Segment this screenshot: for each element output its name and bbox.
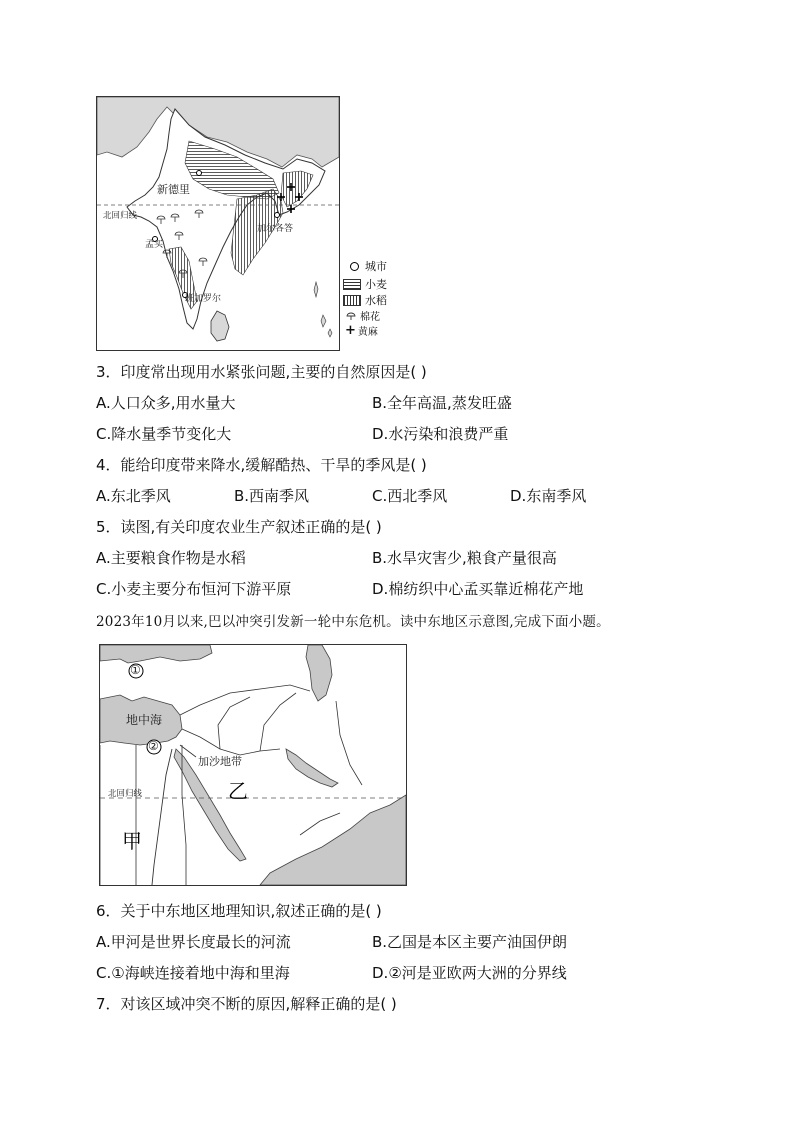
q3-option-a: A.人口众多,用水量大	[96, 394, 236, 412]
q5-stem: 5．读图,有关印度农业生产叙述正确的是( )	[96, 518, 382, 536]
city-legend-icon	[350, 262, 359, 271]
middle-east-map-drawing	[100, 645, 406, 885]
label-marker-1: ①	[130, 663, 141, 677]
label-mediterranean: 地中海	[126, 713, 163, 727]
q6-stem: 6．关于中东地区地理知识,叙述正确的是( )	[96, 902, 382, 920]
q3-stem: 3．印度常出现用水紧张问题,主要的自然原因是( )	[96, 363, 427, 381]
label-bangalore: 班加罗尔	[185, 294, 222, 304]
legend-city	[350, 258, 387, 274]
cross-legend-icon: +	[345, 323, 356, 338]
label-marker-2: ②	[148, 739, 159, 753]
q5-option-b: B.水旱灾害少,粮食产量很高	[372, 549, 557, 567]
middle-east-map	[99, 644, 407, 886]
label-tropic: 北回归线	[103, 211, 138, 221]
india-map	[96, 96, 340, 351]
legend-rice-label: 水稻	[365, 294, 387, 307]
q3-option-c: C.降水量季节变化大	[96, 425, 232, 443]
section-intro: 2023年10月以来,巴以冲突引发新一轮中东危机。读中东地区示意图,完成下面小题。	[96, 614, 610, 630]
islands	[314, 282, 332, 337]
cotton-legend-icon	[344, 311, 358, 321]
q6-option-a: A.甲河是世界长度最长的河流	[96, 933, 291, 951]
q4-stem: 4．能给印度带来降水,缓解酷热、干旱的季风是( )	[96, 456, 427, 474]
q5-option-d: D.棉纺织中心孟买靠近棉花产地	[372, 580, 584, 598]
label-mumbai: 孟买	[145, 240, 164, 250]
q3-option-d: D.水污染和浪费严重	[372, 425, 509, 443]
rice-legend-swatch	[343, 295, 361, 306]
wheat-legend-swatch	[343, 279, 361, 290]
legend-city-label: 城市	[365, 260, 387, 273]
q5-option-a: A.主要粮食作物是水稻	[96, 549, 246, 567]
label-tropic: 北回归线	[108, 789, 143, 799]
india-map-drawing	[97, 97, 339, 350]
legend-wheat	[343, 276, 387, 292]
legend-rice	[343, 292, 387, 308]
q6-option-d: D.②河是亚欧两大洲的分界线	[372, 964, 567, 982]
legend-wheat-label: 小麦	[365, 278, 387, 291]
label-kolkata: 加尔各答	[257, 224, 294, 234]
legend-cotton-label: 棉花	[360, 312, 380, 323]
q4-option-b: B.西南季风	[234, 487, 310, 505]
legend-jute	[345, 323, 378, 338]
q4-option-d: D.东南季风	[510, 487, 587, 505]
label-new-delhi: 新德里	[157, 183, 190, 196]
new-delhi-dot	[197, 171, 202, 176]
q4-option-a: A.东北季风	[96, 487, 171, 505]
label-yi: 乙	[228, 779, 248, 803]
legend-jute-label: 黄麻	[357, 327, 378, 338]
label-gaza: 加沙地带	[198, 755, 242, 768]
q5-option-c: C.小麦主要分布恒河下游平原	[96, 580, 292, 598]
kolkata-dot	[275, 213, 280, 218]
q4-option-c: C.西北季风	[372, 487, 448, 505]
label-jia: 甲	[122, 829, 142, 853]
q3-option-b: B.全年高温,蒸发旺盛	[372, 394, 512, 412]
q6-option-c: C.①海峡连接着地中海和里海	[96, 964, 290, 982]
legend-cotton	[344, 308, 380, 323]
sri-lanka	[211, 311, 229, 341]
q7-stem: 7．对该区域冲突不断的原因,解释正确的是( )	[96, 995, 397, 1013]
q6-option-b: B.乙国是本区主要产油国伊朗	[372, 933, 568, 951]
